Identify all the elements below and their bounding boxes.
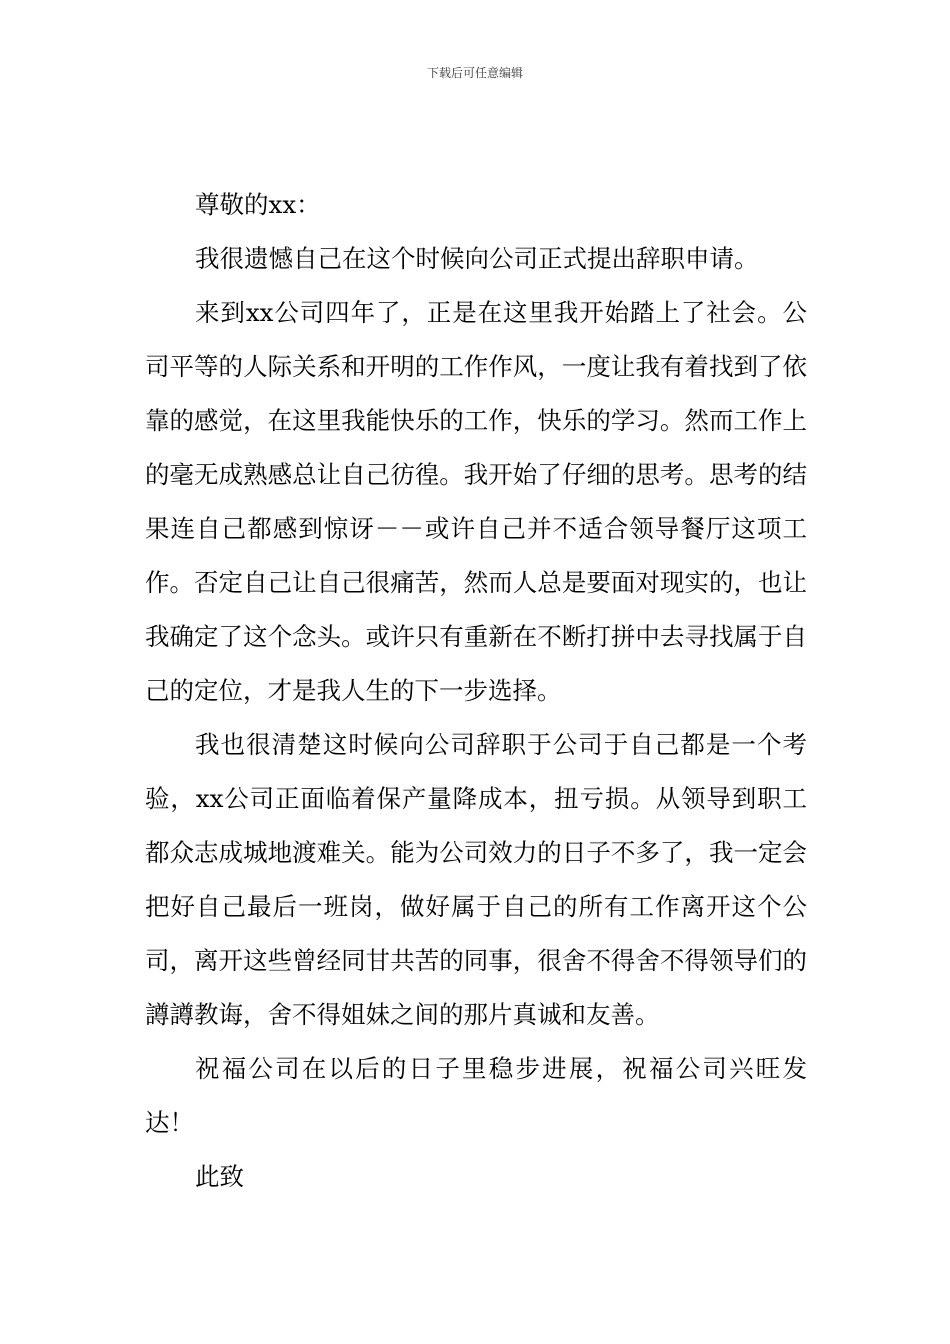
letter-body — [145, 178, 807, 1204]
letter-paragraph: 我很遗憾自己在这个时候向公司正式提出辞职申请。 — [195, 244, 759, 273]
letter-salutation: 尊敬的xx： — [195, 190, 321, 219]
letter-paragraph: 祝福公司在以后的日子里稳步进展，祝福公司兴旺发达！ — [145, 1054, 807, 1137]
letter-closing: 此致 — [195, 1162, 244, 1191]
letter-paragraph: 来到xx公司四年了，正是在这里我开始踏上了社会。公司平等的人际关系和开明的工作作风，一度让我有着找到了依靠的感觉，在这里我能快乐的工作，快乐的学习。然而工作上的毫无成熟感总让自己彷徨。我开始了仔细的思考。思考的结果连自己都感到惊讶－－或许自己并不适合领导餐厅这项工作。否定自己让自己很痛苦，然而人总是要面对现实的，也让我确定了这个念头。或许只有重新在不断打拼中去寻找属于自己的定位，才是我人生的下一步选择。 — [145, 298, 807, 705]
letter-paragraph: 我也很清楚这时候向公司辞职于公司于自己都是一个考验，xx公司正面临着保产量降成本，扭亏损。从领导到职工都众志成城地渡难关。能为公司效力的日子不多了，我一定会把好自己最后一班岗，做好属于自己的所有工作离开这个公司，离开这些曾经同甘共苦的同事，很舍不得舍不得领导们的譐譐教诲，舍不得姐妹之间的那片真诚和友善。 — [145, 730, 807, 1029]
page-header-note: 下载后可任意编辑 — [426, 66, 523, 80]
